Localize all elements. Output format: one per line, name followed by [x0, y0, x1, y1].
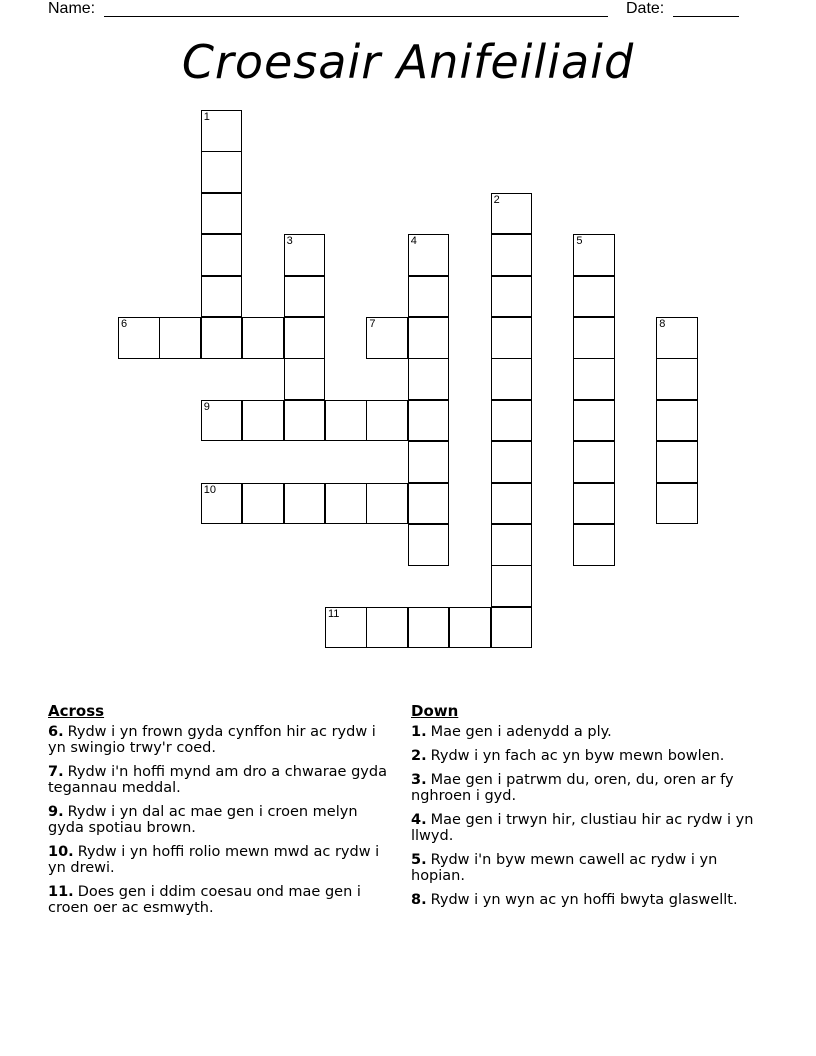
grid-cell[interactable]: [491, 524, 533, 566]
grid-cell[interactable]: [201, 400, 243, 442]
grid-cell[interactable]: [366, 317, 408, 359]
clue-text: Rydw i'n hoffi mynd am dro a chwarae gyda tegannau meddal.: [48, 764, 387, 796]
clue-text: Rydw i yn fach ac yn byw mewn bowlen.: [430, 748, 725, 764]
grid-cell[interactable]: [366, 483, 408, 525]
clue-text: Rydw i yn dal ac mae gen i croen melyn gyda spotiau brown.: [48, 804, 358, 836]
clue-across-11: [48, 884, 388, 916]
name-label: Name:: [48, 0, 96, 17]
grid-cell[interactable]: [573, 524, 615, 566]
grid-cell[interactable]: [325, 607, 367, 649]
down-clues: [411, 702, 756, 916]
clue-number: 6.: [48, 724, 64, 740]
clue-number: 2.: [411, 748, 427, 764]
cell-number: 11: [328, 607, 340, 620]
cell-number: 7: [369, 318, 376, 330]
clue-text: Mae gen i adenydd a ply.: [430, 724, 612, 740]
grid-cell[interactable]: [491, 234, 533, 276]
grid-cell[interactable]: [242, 400, 284, 442]
grid-cell[interactable]: [449, 607, 491, 649]
down-heading: Down: [411, 702, 459, 720]
grid-cell[interactable]: [491, 358, 533, 400]
grid-cell[interactable]: [284, 317, 326, 359]
grid-cell[interactable]: [573, 441, 615, 483]
grid-cell[interactable]: [242, 317, 284, 359]
grid-cell[interactable]: [656, 317, 698, 359]
grid-cell[interactable]: [491, 276, 533, 318]
clue-across-9: [48, 804, 388, 836]
grid-cell[interactable]: [573, 276, 615, 318]
cell-number: 5: [576, 235, 583, 248]
grid-cell[interactable]: [408, 524, 450, 566]
clue-number: 7.: [48, 764, 64, 780]
cell-number: 3: [286, 235, 293, 248]
clue-number: 11.: [48, 884, 74, 900]
clue-across-10: [48, 844, 388, 876]
grid-cell[interactable]: [573, 358, 615, 400]
cell-number: 8: [659, 318, 666, 330]
grid-cell[interactable]: [408, 607, 450, 649]
grid-cell[interactable]: [284, 276, 326, 318]
grid-cell[interactable]: [573, 400, 615, 442]
date-label: Date:: [626, 0, 665, 17]
clue-down-1: [411, 724, 756, 740]
clue-down-4: [411, 812, 756, 844]
grid-cell[interactable]: [284, 400, 326, 442]
clue-number: 8.: [411, 892, 427, 908]
clue-text: Mae gen i trwyn hir, clustiau hir ac rydw i yn llwyd.: [411, 812, 754, 844]
clue-down-5: [411, 852, 756, 884]
grid-cell[interactable]: [573, 234, 615, 276]
clue-text: Mae gen i patrwm du, oren, du, oren ar fy nghroen i gyd.: [411, 772, 734, 804]
cell-number: 10: [203, 483, 217, 496]
clue-number: 4.: [411, 812, 427, 828]
grid-cell[interactable]: [201, 234, 243, 276]
grid-cell[interactable]: [491, 483, 533, 525]
clue-number: 3.: [411, 772, 427, 788]
clue-text: Rydw i yn frown gyda cynffon hir ac rydw i yn swingio trwy'r coed.: [48, 724, 376, 756]
grid-cell[interactable]: [201, 151, 243, 193]
grid-cell[interactable]: [491, 441, 533, 483]
grid-cell[interactable]: [284, 234, 326, 276]
clue-text: Rydw i yn wyn ac yn hoffi bwyta glaswellt.: [430, 892, 738, 908]
grid-cell[interactable]: [408, 441, 450, 483]
across-clues: [48, 702, 388, 924]
grid-cell[interactable]: [201, 110, 243, 152]
clue-number: 5.: [411, 852, 427, 868]
across-heading: Across: [48, 702, 105, 720]
grid-cell[interactable]: [656, 400, 698, 442]
grid-cell[interactable]: [656, 358, 698, 400]
grid-cell[interactable]: [201, 276, 243, 318]
clue-text: Does gen i ddim coesau ond mae gen i croen oer ac esmwyth.: [48, 884, 361, 916]
grid-cell[interactable]: [656, 441, 698, 483]
clue-down-3: [411, 772, 756, 804]
grid-cell[interactable]: [242, 483, 284, 525]
grid-cell[interactable]: [408, 234, 450, 276]
grid-cell[interactable]: [408, 400, 450, 442]
grid-cell[interactable]: [573, 317, 615, 359]
puzzle-title: Croesair Anifeiliaid: [181, 35, 635, 89]
grid-cell[interactable]: [284, 483, 326, 525]
grid-cell[interactable]: [491, 317, 533, 359]
grid-cell[interactable]: [408, 276, 450, 318]
grid-cell[interactable]: [491, 607, 533, 649]
grid-cell[interactable]: [201, 483, 243, 525]
grid-cell[interactable]: [408, 358, 450, 400]
cell-number: 4: [410, 235, 417, 248]
cell-number: 2: [493, 193, 500, 206]
cell-number: 9: [203, 400, 210, 413]
clue-across-7: [48, 764, 388, 796]
grid-cell[interactable]: [366, 607, 408, 649]
grid-cell[interactable]: [325, 483, 367, 525]
clue-number: 1.: [411, 724, 427, 740]
grid-cell[interactable]: [408, 483, 450, 525]
grid-cell[interactable]: [366, 400, 408, 442]
clue-number: 10.: [48, 844, 74, 860]
grid-cell[interactable]: [573, 483, 615, 525]
clue-text: Rydw i yn hoffi rolio mewn mwd ac rydw i yn drewi.: [48, 844, 380, 876]
clue-down-8: [411, 892, 756, 908]
clue-across-6: [48, 724, 388, 756]
cell-number: 6: [121, 318, 128, 330]
grid-cell[interactable]: [491, 400, 533, 442]
cell-number: 1: [203, 111, 210, 123]
grid-cell[interactable]: [159, 317, 201, 359]
grid-cell[interactable]: [656, 483, 698, 525]
clue-number: 9.: [48, 804, 64, 820]
grid-cell[interactable]: [284, 358, 326, 400]
grid-cell[interactable]: [201, 193, 243, 235]
grid-cell[interactable]: [201, 317, 243, 359]
grid-cell[interactable]: [408, 317, 450, 359]
grid-cell[interactable]: [491, 565, 533, 607]
grid-cell[interactable]: [491, 193, 533, 235]
grid-cell[interactable]: [118, 317, 160, 359]
grid-cell[interactable]: [325, 400, 367, 442]
clue-text: Rydw i'n byw mewn cawell ac rydw i yn hopian.: [411, 852, 718, 884]
clue-down-2: [411, 748, 756, 764]
